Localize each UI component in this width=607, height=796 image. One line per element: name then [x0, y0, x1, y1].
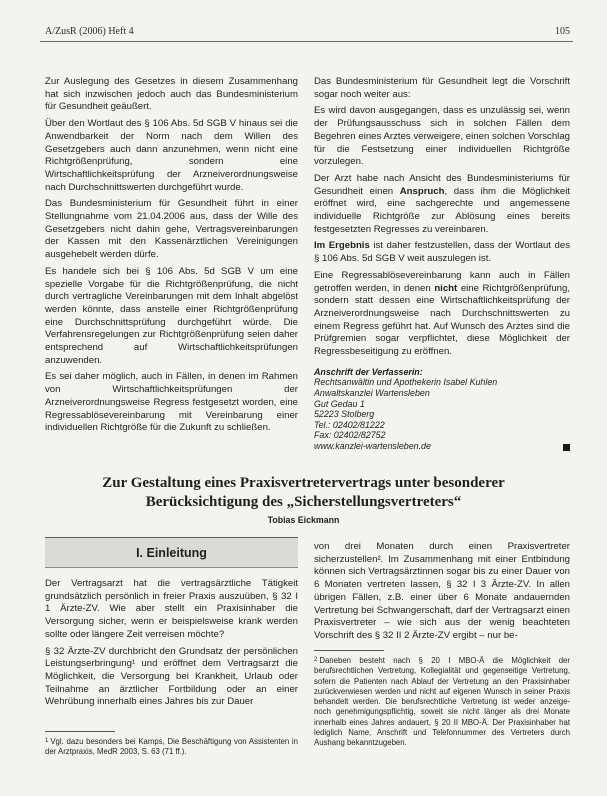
- address-heading: Anschrift der Verfasserin:: [314, 366, 423, 377]
- address-line: Fax: 02402/82752: [314, 430, 386, 441]
- article-title: [30, 474, 577, 512]
- title-line: Berücksichtigung des „Sicherstellungsvertreters“: [145, 494, 462, 510]
- paragraph: [314, 173, 570, 237]
- previous-article-right-column: [314, 76, 570, 452]
- text-segment: , dass ihm die Möglichkeit eröffnet wird, eine sachgerechte und angemessene individuelle Richtgröße zur Ablösung eines bereits festgesetzten Regresses zu vereinbaren.: [314, 185, 571, 235]
- paragraph: Das Bundesministerium für Gesundheit führt in einer Stellungnahme vom 21.04.2006 aus, dass der Wille des Gesetzgebers nicht dahin gehe, Vertragsvereinbarungen der Kassen mit den Kassenärztlichen Vereinigungen ausgehebelt werden dürfe.: [45, 198, 298, 261]
- footnote-1: [45, 731, 298, 758]
- page-number: 105: [555, 26, 570, 37]
- bold-term: Im Ergebnis: [314, 240, 370, 252]
- address-line: Anwaltskanzlei Wartensleben: [314, 387, 430, 398]
- text-segment: Der Arzt habe nach Ansicht des Bundesministeriums für Gesundheit einen: [314, 172, 570, 197]
- bold-term: Anspruch: [399, 185, 445, 197]
- previous-article-left-column: [45, 76, 298, 439]
- paragraph: Es wird davon ausgegangen, dass es unzulässig sei, wenn der Prüfungsausschuss sich in solchen Fällen dem Begehren eines Arztes verweigere, einen solchen Vorschlag für die Festsetzung einer individuellen Richtgröße vorzulegen.: [314, 105, 570, 168]
- bold-term: nicht: [434, 282, 458, 294]
- journal-issue: A/ZusR (2006) Heft 4: [45, 26, 134, 37]
- footnote-number: 1: [45, 738, 49, 744]
- article-left-column: [45, 578, 298, 713]
- footnote-rule: [314, 650, 384, 651]
- title-line: Zur Gestaltung eines Praxisvertretervertrags unter besonderer: [102, 475, 505, 491]
- footnote-text: Daneben besteht nach § 20 I MBO-Ä die Möglichkeit der berufsrechtlichen Vertretung, Kollegialität und gegenseitige Vertretung, sofern die Patienten nach Ablauf der Vertretung an den Praxisinhaber zurückverwiesen werden und nicht auf eigenen Wunsch in seiner Praxis behandelt werden. Die berufsrechtliche Vertretung ist weder anzeige- noch genehmigungspflichtig, soweit sie nicht länger als drei Monate innerhalb eines Jahres andauert, § 20 II MBO-Ä. Der Praxisinhaber hat lediglich Name, Anschrift und Telefonnummer des Vertreters durch Aushang bekanntzugeben.: [314, 656, 570, 748]
- section-heading: I. Einleitung: [45, 537, 298, 568]
- paragraph: Zur Auslegung des Gesetzes in diesem Zusammenhang hat sich inzwischen jedoch auch das Bundesministerium für Gesundheit geäußert.: [45, 76, 298, 113]
- text-segment: Eine Regressablösevereinbarung kann auch in Fällen getroffen werden, in denen: [314, 269, 570, 294]
- end-of-article-square-icon: [563, 444, 570, 451]
- address-line: Rechtsanwältin und Apothekerin Isabel Kuhlen: [314, 377, 498, 388]
- text-segment: ist daher festzustellen, dass der Wortlaut des § 106 Abs. 5d SGB V weit auszulegen ist.: [314, 240, 570, 265]
- address-line: www.kanzlei-wartensleben.de: [314, 440, 431, 451]
- address-line: Tel.: 02402/81222: [314, 419, 385, 430]
- article-right-column: [314, 541, 570, 647]
- footnote-number: 2: [314, 657, 318, 663]
- text-segment: eine Richtgrößenprüfung, sondern statt dessen eine Wirtschaftlichkeitsprüfung der Arzneiverordnungsweise nach Durchschnittswerten zu einem Regress geführt hat. Auf Wunsch des Arztes sind die Prüfgremien sogar verpflichtet, diese Möglichkeit der Regressbeseitigung zu eröffnen.: [314, 282, 570, 358]
- author-address: [314, 367, 570, 452]
- running-head: [45, 26, 570, 38]
- address-line: 52223 Stolberg: [314, 409, 375, 420]
- footnote-text: Vgl. dazu besonders bei Kamps, Die Beschäftigung von Assistenten in der Arztpraxis, MedR 2003, S. 63 (71 ff.).: [45, 737, 298, 757]
- footnote-2: [314, 650, 570, 749]
- footnote-rule: [45, 731, 115, 732]
- paragraph: Der Vertragsarzt hat die vertragsärztliche Tätigkeit grundsätzlich persönlich in freier Praxis auszuüben, § 32 I 1 Ärzte-ZV. Wie aber stellt ein Praxisinhaber die Versorgung sicher, wenn er beispielsweise krank werden sollte oder längere Zeit verreisen möchte?: [45, 578, 298, 640]
- paragraph: [314, 240, 570, 265]
- paragraph: [314, 270, 570, 359]
- paragraph: Über den Wortlaut des § 106 Abs. 5d SGB V hinaus sei die Anwendbarkeit der Norm nach dem Willen des Gesetzgebers auch dann anzunehmen, wenn nicht eine Richtgrößenprüfung, sondern eine Wirtschaftlichkeitsprüfung der Arzneiverordnungsweise nach Durchschnittswerten durchgeführt wurde.: [45, 118, 298, 193]
- paragraph: von drei Monaten durch einen Praxisvertreter sicherzustellen². Im Zusammenhang mit einer Entbindung können sich Vertragsärztinnen sogar bis zu einer Dauer von 6 Monaten vertreten lassen, § 32 I 3 Ärzte-ZV. In allen übrigen Fällen, z.B. einer über 6 Monate andauernden Vertretung bei Schwangerschaft, darf der Vertragsarzt einen Praxisvertreter – wie sich aus der wenig beachteten Vorschrift des § 32 II 2 Ärzte-ZV ergibt – nur be-: [314, 541, 570, 641]
- paragraph: Es handele sich bei § 106 Abs. 5d SGB V um eine spezielle Vorgabe für die Richtgrößenprüfung, die nicht durch vertragliche Vereinbarungen mit dem Inhalt abgelöst werden könnte, dass anstelle einer Richtgrößenprüfung eine Durchschnittsprüfung durchgeführt würde. Die Verfahrensregelungen zur Richtgrößenprüfung seien daher entsprechend auf Wirtschaftlichkeitsprüfungen anzuwenden.: [45, 265, 298, 366]
- paragraph: Das Bundesministerium für Gesundheit legt die Vorschrift sogar noch weiter aus:: [314, 76, 570, 100]
- paragraph: Es sei daher möglich, auch in Fällen, in denen im Rahmen von Wirtschaftlichkeitsprüfungen der Arzneiverordnungsweise Regress festgesetzt worden, eine Regressablösevereinbarung mit Vereinbarung einer individuellen Richtgröße für die Zukunft zu schließen.: [45, 371, 298, 434]
- header-rule: [40, 41, 573, 42]
- article-author: Tobias Eickmann: [267, 515, 340, 525]
- paragraph: § 32 Ärzte-ZV durchbricht den Grundsatz der persönlichen Leistungserbringung¹ und eröffnet dem Vertragsarzt die Möglichkeit, die Versorgung bei Krankheit, Urlaub oder Teilnahme an ärztlicher Fortbildung oder an einer Wehrübung innerhalb eines Jahres bis zur Dauer: [45, 645, 298, 708]
- address-line: Gut Gedau 1: [314, 398, 365, 409]
